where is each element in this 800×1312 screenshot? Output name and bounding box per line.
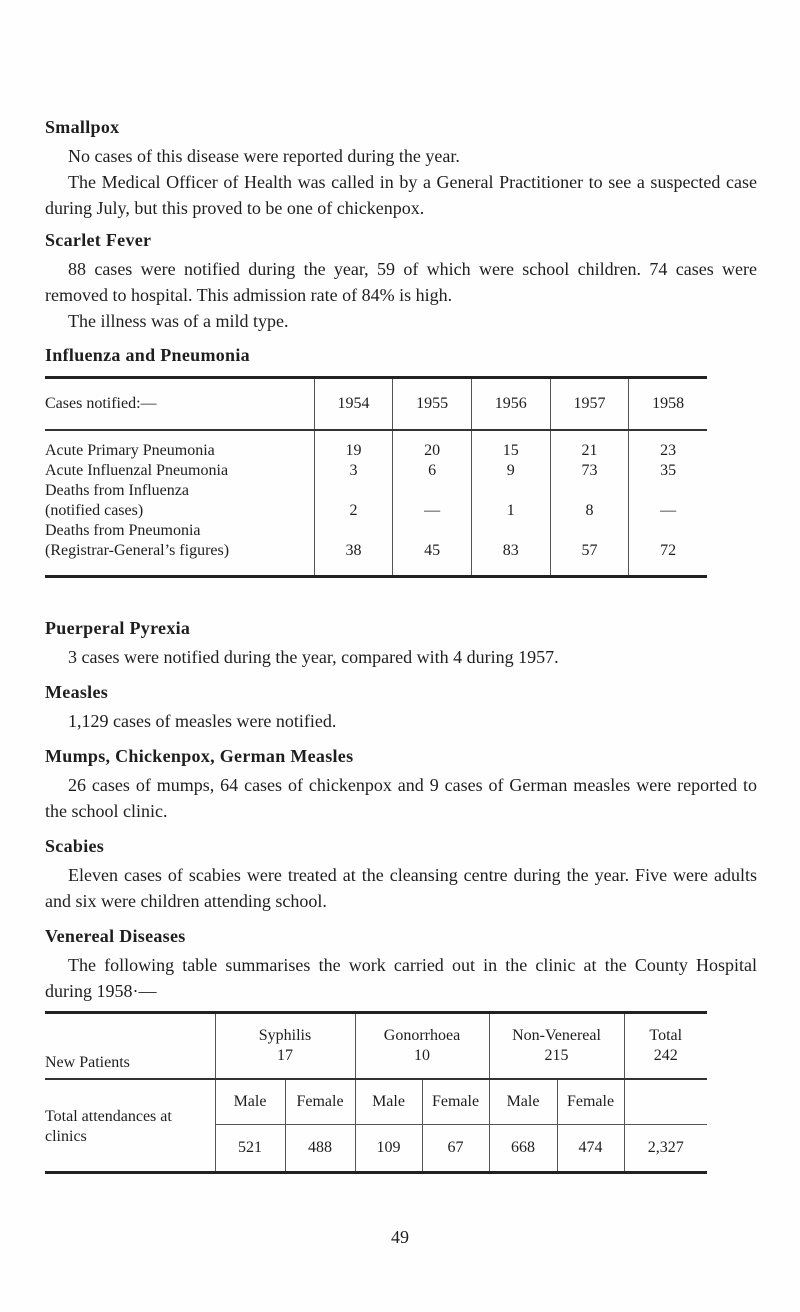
total-spacer [624, 1079, 707, 1125]
page-number: 49 [391, 1227, 409, 1247]
attendance-cell: 109 [355, 1125, 422, 1173]
venereal-clinic-table [45, 1011, 707, 1174]
category-name: Syphilis [258, 1026, 312, 1044]
category-name: Total [649, 1026, 683, 1044]
table-header-row [45, 378, 707, 431]
sex-label: Female [557, 1079, 624, 1125]
table-cell: 8 [550, 481, 629, 521]
table-cell: 9 [471, 461, 550, 481]
smallpox-paragraph-1: No cases of this disease were reported during the year. [68, 146, 460, 166]
attendance-cell: 521 [215, 1125, 285, 1173]
row-label: Acute Primary Pneumonia [45, 442, 215, 459]
sex-label: Male [489, 1079, 557, 1125]
attendances-label-line-1: Total attendances at [45, 1108, 172, 1126]
new-patients-label: New Patients [45, 1053, 130, 1071]
venereal-paragraph: The following table summarises the work carried out in the clinic at the County Hospital during 1958·— [45, 955, 757, 1001]
heading-puerperal-pyrexia: Puerperal Pyrexia [45, 618, 191, 638]
smallpox-paragraph-2: The Medical Officer of Health was called in by a General Practitioner to see a suspected case during July, but this proved to be one of chickenpox. [45, 172, 757, 218]
table-cell: 45 [393, 521, 472, 577]
attendance-cell: 67 [422, 1125, 489, 1173]
table-cell: 21 [550, 430, 629, 461]
year-header: 1957 [550, 378, 629, 431]
sex-label: Female [422, 1079, 489, 1125]
table-cell: 1 [471, 481, 550, 521]
category-total [624, 1013, 707, 1079]
category-name: Non-Venereal [512, 1026, 601, 1044]
sex-label: Male [215, 1079, 285, 1125]
table-cell: 15 [471, 430, 550, 461]
header-label: Cases notified:— [45, 378, 314, 431]
row-label-line-2: (notified cases) [45, 502, 144, 519]
table-cell: 57 [550, 521, 629, 577]
table-cell: 35 [629, 461, 707, 481]
table-cell: — [393, 481, 472, 521]
table-cell: 6 [393, 461, 472, 481]
category-non-venereal [489, 1013, 624, 1079]
table-cell: 73 [550, 461, 629, 481]
table-cell: 19 [314, 430, 393, 461]
influenza-pneumonia-table [45, 376, 707, 578]
table-row [45, 481, 707, 521]
heading-influenza-pneumonia: Influenza and Pneumonia [45, 345, 250, 365]
table-row [45, 521, 707, 577]
row-label-line-1: Deaths from Influenza [45, 482, 189, 499]
category-name: Gonorrhoea [383, 1026, 461, 1044]
year-header: 1956 [471, 378, 550, 431]
scarlet-fever-paragraph-1: 88 cases were notified during the year, 59 of which were school children. 74 cases were removed to hospital. This admission rate of 84% is high. [45, 259, 757, 305]
sex-label: Male [355, 1079, 422, 1125]
measles-paragraph: 1,129 cases of measles were notified. [68, 711, 337, 731]
row-label-line-1: Deaths from Pneumonia [45, 522, 201, 539]
year-header: 1958 [629, 378, 707, 431]
table-cell: — [629, 481, 707, 521]
attendance-cell: 668 [489, 1125, 557, 1173]
mumps-paragraph: 26 cases of mumps, 64 cases of chickenpox and 9 cases of German measles were reported to the school clinic. [45, 775, 757, 821]
year-header: 1954 [314, 378, 393, 431]
scarlet-fever-paragraph-2: The illness was of a mild type. [68, 311, 289, 331]
table-cell: 38 [314, 521, 393, 577]
scabies-paragraph: Eleven cases of scabies were treated at the cleansing centre during the year. Five were adults and six were children attending school. [45, 865, 757, 911]
sex-labels-row [45, 1079, 707, 1125]
row-label: Acute Influenzal Pneumonia [45, 462, 229, 479]
table-cell: 2 [314, 481, 393, 521]
attendances-label-line-2: clinics [45, 1128, 87, 1146]
category-gonorrhoea [355, 1013, 489, 1079]
attendance-cell: 474 [557, 1125, 624, 1173]
heading-scabies: Scabies [45, 836, 105, 856]
heading-scarlet-fever: Scarlet Fever [45, 230, 152, 250]
category-count: 242 [653, 1046, 678, 1064]
heading-measles: Measles [45, 682, 109, 702]
table-cell: 83 [471, 521, 550, 577]
puerperal-paragraph: 3 cases were notified during the year, compared with 4 during 1957. [68, 647, 559, 667]
category-count: 10 [414, 1046, 430, 1064]
table-row [45, 430, 707, 461]
table-row [45, 461, 707, 481]
heading-mumps: Mumps, Chickenpox, German Measles [45, 746, 354, 766]
attendances-label [45, 1079, 215, 1173]
category-count: 17 [277, 1046, 293, 1064]
attendance-total-cell: 2,327 [624, 1125, 707, 1173]
sex-label: Female [285, 1079, 355, 1125]
heading-smallpox: Smallpox [45, 117, 120, 137]
attendance-cell: 488 [285, 1125, 355, 1173]
row-label [45, 481, 314, 521]
heading-venereal-diseases: Venereal Diseases [45, 926, 186, 946]
category-syphilis [215, 1013, 355, 1079]
year-header: 1955 [393, 378, 472, 431]
table-cell: 72 [629, 521, 707, 577]
category-count: 215 [544, 1046, 569, 1064]
row-label-line-2: (Registrar-General’s figures) [45, 542, 230, 559]
table-cell: 20 [393, 430, 472, 461]
table-cell: 3 [314, 461, 393, 481]
table-cell: 23 [629, 430, 707, 461]
row-label [45, 521, 314, 577]
new-patients-row [45, 1013, 707, 1079]
